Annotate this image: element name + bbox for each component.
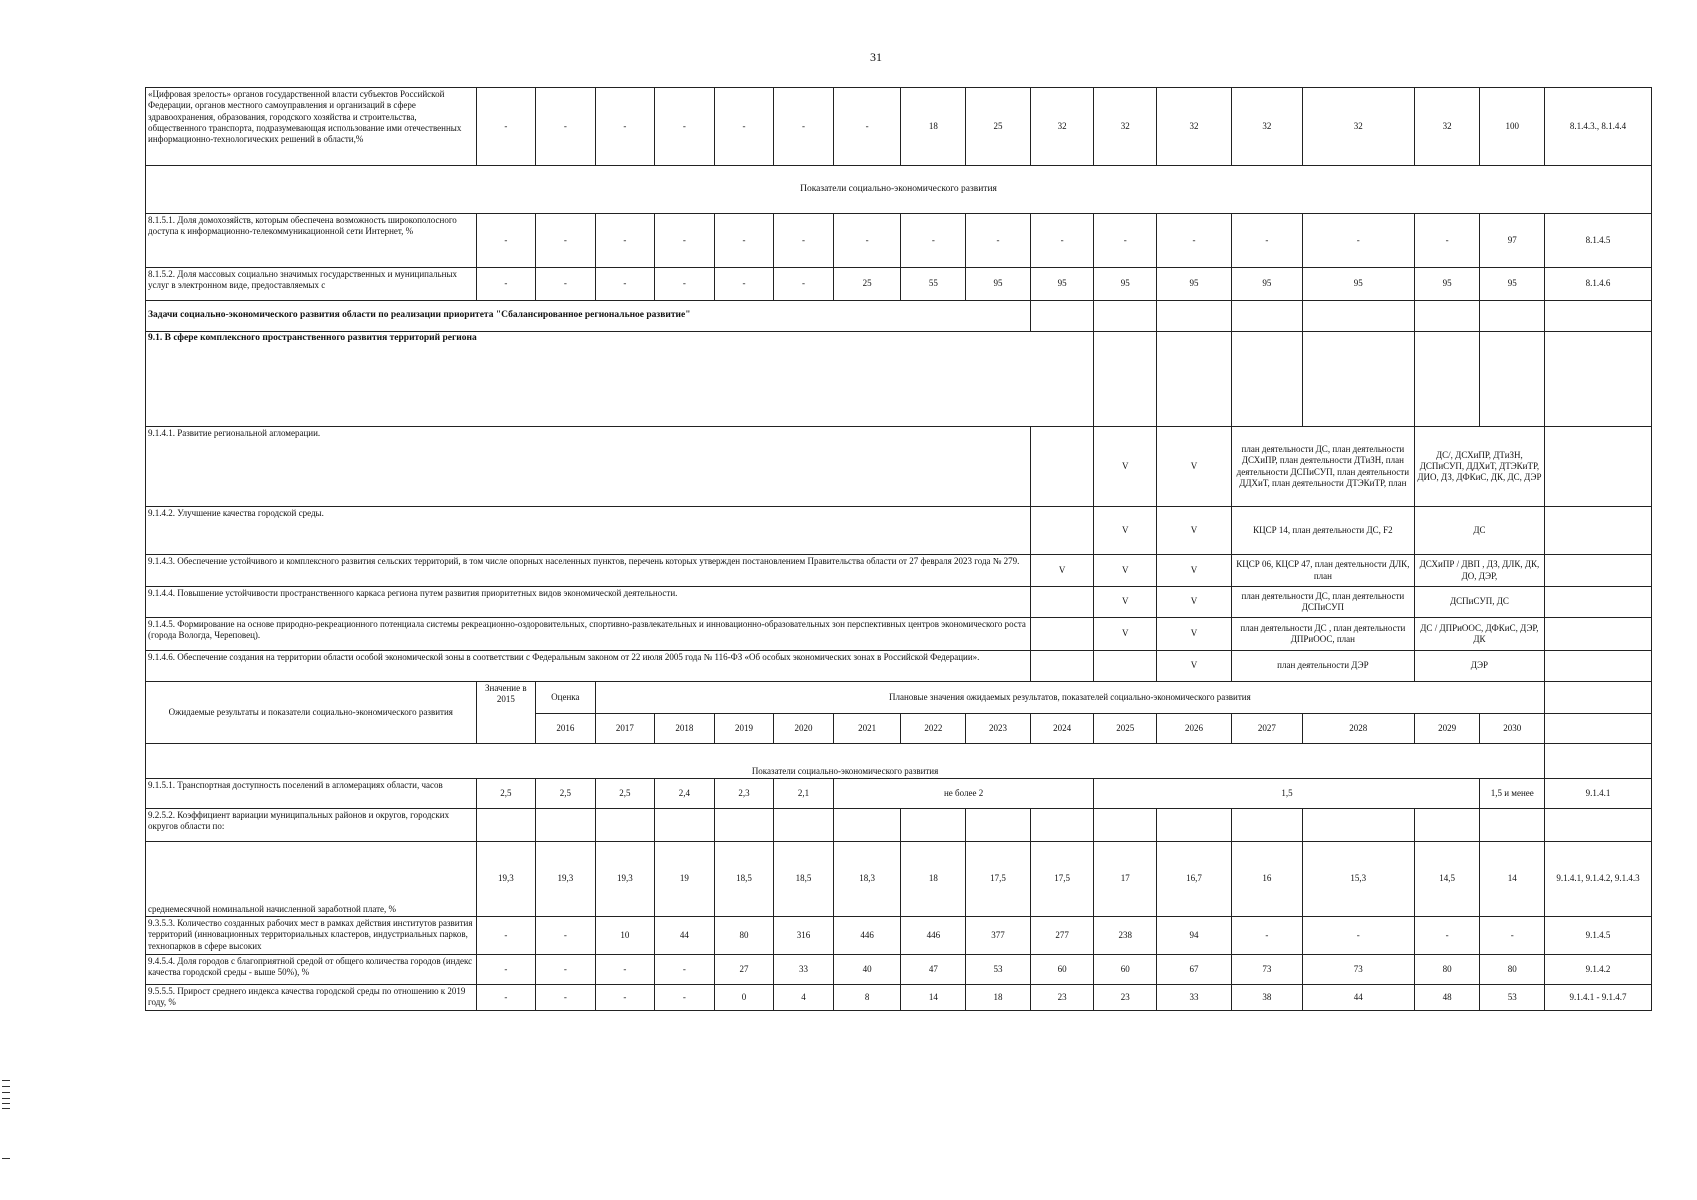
table-row <box>146 917 1652 955</box>
header-year: 2018 <box>655 714 715 744</box>
cell-value: - <box>1302 214 1414 268</box>
cell-ref: 8.1.4.6 <box>1545 268 1652 301</box>
section-row <box>146 744 1652 779</box>
cell-value: - <box>476 268 536 301</box>
cell-value: - <box>1157 214 1232 268</box>
cell-value: 32 <box>1157 88 1232 166</box>
cell-value: 15,3 <box>1302 842 1414 917</box>
header-planned: Плановые значения ожидаемых результатов, показателей социально-экономического развития <box>595 682 1544 714</box>
cell-value: 377 <box>966 917 1031 955</box>
cell-value: 316 <box>774 917 834 955</box>
table-row <box>146 507 1652 555</box>
indicators-table <box>145 87 1652 1011</box>
header-year: 2024 <box>1030 714 1094 744</box>
cell-value: 48 <box>1414 985 1480 1011</box>
cell-value: 44 <box>655 917 715 955</box>
cell-value: 32 <box>1232 88 1303 166</box>
cell-value: - <box>536 88 596 166</box>
table-row <box>146 809 1652 842</box>
header-year: 2030 <box>1480 714 1545 744</box>
cell-value: 2,1 <box>774 779 834 809</box>
cell-value: - <box>1414 214 1480 268</box>
cell-value: 277 <box>1030 917 1094 955</box>
cell-value: 4 <box>774 985 834 1011</box>
cell-ref: 8.1.4.5 <box>1545 214 1652 268</box>
cell-value: 97 <box>1480 214 1545 268</box>
cell-value: - <box>655 214 715 268</box>
header-estimate: Оценка <box>536 682 596 714</box>
cell-value: 32 <box>1030 88 1094 166</box>
cell-value: - <box>1232 917 1303 955</box>
row-label: «Цифровая зрелость» органов государственной власти субъектов Российской Федерации, органов местного самоуправления и организаций в сфере здравоохранения, образования, городского хозяйства и строительства, общественного транспорта, подразумевающая использование ими отечественных информационно-технологических решений в области,% <box>146 88 477 166</box>
row-label: 9.1.5.1. Транспортная доступность поселений в агломерациях области, часов <box>146 779 477 809</box>
task-mark <box>1030 618 1094 651</box>
cell-value: 446 <box>901 917 966 955</box>
task-mark <box>1094 651 1157 682</box>
cell-value: - <box>714 88 774 166</box>
task-plan: КЦСР 14, план деятельности ДС, F2 <box>1232 507 1415 555</box>
header-year: 2019 <box>714 714 774 744</box>
page-number: 31 <box>870 50 882 64</box>
cell-value: - <box>595 955 655 985</box>
cell-value: 8 <box>833 985 901 1011</box>
task-mark: V <box>1157 587 1232 618</box>
cell-value: 80 <box>1480 955 1545 985</box>
cell-value: 2,3 <box>714 779 774 809</box>
empty-cell <box>1545 587 1652 618</box>
task-plan: план деятельности ДС, план деятельности ДСХиПР, план деятельности ДТиЗН, план деятельности ДСПиСУП, план деятельности ДДХиТ, план деятельности ДТЭКиТР, план <box>1232 427 1415 507</box>
cell-value: 18 <box>901 842 966 917</box>
task-executors: ДСХиПР / ДВП , ДЗ, ДЛК, ДК, ДО, ДЭР, <box>1414 555 1544 587</box>
cell-value: 95 <box>1157 268 1232 301</box>
task-mark: V <box>1157 555 1232 587</box>
cell-value: 94 <box>1157 917 1232 955</box>
table-row <box>146 651 1652 682</box>
cell-value: 14 <box>901 985 966 1011</box>
cell-value: - <box>655 985 715 1011</box>
header-year: 2023 <box>966 714 1031 744</box>
cell-value: 2,5 <box>595 779 655 809</box>
row-label: среднемесячной номинальной начисленной заработной плате, % <box>146 842 477 917</box>
cell-value: - <box>536 917 596 955</box>
task-plan: КЦСР 06, КЦСР 47, план деятельности ДЛК, план <box>1232 555 1415 587</box>
cell-value: - <box>595 985 655 1011</box>
cell-value: 19,3 <box>476 842 536 917</box>
cell-ref: 9.1.4.2 <box>1545 955 1652 985</box>
task-mark: V <box>1157 427 1232 507</box>
cell-value: 95 <box>1414 268 1480 301</box>
row-label: 9.2.5.2. Коэффициент вариации муниципальных районов и округов, городских округов области по: <box>146 809 477 842</box>
task-plan: план деятельности ДС , план деятельности ДПРиООС, план <box>1232 618 1415 651</box>
cell-value: - <box>1094 214 1157 268</box>
cell-value: - <box>595 214 655 268</box>
task-mark: V <box>1157 507 1232 555</box>
cell-value: 27 <box>714 955 774 985</box>
table-row <box>146 555 1652 587</box>
cell-value: 33 <box>774 955 834 985</box>
cell-value: - <box>655 268 715 301</box>
header-year: 2029 <box>1414 714 1480 744</box>
cell-value: 44 <box>1302 985 1414 1011</box>
cell-value: 23 <box>1030 985 1094 1011</box>
row-label: 9.5.5.5. Прирост среднего индекса качества городской среды по отношению к 2019 году, % <box>146 985 477 1011</box>
cell-value: - <box>476 214 536 268</box>
cell-value: - <box>774 214 834 268</box>
empty-cell <box>1545 618 1652 651</box>
header-indicator: Ожидаемые результаты и показатели социально-экономического развития <box>146 682 477 744</box>
cell-value: 40 <box>833 955 901 985</box>
cell-value: 446 <box>833 917 901 955</box>
task-mark: V <box>1094 507 1157 555</box>
cell-value: - <box>536 214 596 268</box>
header-year: 2022 <box>901 714 966 744</box>
cell-value: - <box>476 88 536 166</box>
header-year: 2021 <box>833 714 901 744</box>
cell-value: 1,5 <box>1094 779 1480 809</box>
cell-ref: 9.1.4.1 <box>1545 779 1652 809</box>
cell-value: 10 <box>595 917 655 955</box>
cell-value: - <box>1302 917 1414 955</box>
cell-value: 95 <box>1030 268 1094 301</box>
task-plan: план деятельности ДЭР <box>1232 651 1415 682</box>
section-row <box>146 166 1652 214</box>
empty-cell <box>1545 427 1652 507</box>
row-label: 9.4.5.4. Доля городов с благоприятной средой от общего количества городов (индекс качества городской среды - выше 50%), % <box>146 955 477 985</box>
empty-cell <box>1545 651 1652 682</box>
cell-value: 18,3 <box>833 842 901 917</box>
row-label: 8.1.5.2. Доля массовых социально значимых государственных и муниципальных услуг в электронном виде, предоставляемых с <box>146 268 477 301</box>
section-title: Показатели социально-экономического развития <box>146 166 1652 214</box>
table-row <box>146 427 1652 507</box>
table-row <box>146 268 1652 301</box>
cell-ref: 9.1.4.1 - 9.1.4.7 <box>1545 985 1652 1011</box>
cell-value: 32 <box>1302 88 1414 166</box>
cell-value: 17 <box>1094 842 1157 917</box>
cell-value: 95 <box>1094 268 1157 301</box>
cell-value: - <box>714 268 774 301</box>
cell-value: 19 <box>655 842 715 917</box>
task-mark: V <box>1157 651 1232 682</box>
table-row <box>146 955 1652 985</box>
cell-value: - <box>536 268 596 301</box>
cell-value: 73 <box>1232 955 1303 985</box>
cell-value: 25 <box>833 268 901 301</box>
cell-value: 25 <box>966 88 1031 166</box>
cell-ref: 8.1.4.3., 8.1.4.4 <box>1545 88 1652 166</box>
table-row <box>146 88 1652 166</box>
cell-value: 80 <box>714 917 774 955</box>
cell-value: 18 <box>966 985 1031 1011</box>
cell-value: 1,5 и менее <box>1480 779 1545 809</box>
cell-value: 17,5 <box>966 842 1031 917</box>
table-row <box>146 779 1652 809</box>
cell-value: 95 <box>966 268 1031 301</box>
task-executors: ДСПиСУП, ДС <box>1414 587 1544 618</box>
cell-value: 14 <box>1480 842 1545 917</box>
cell-value: 32 <box>1094 88 1157 166</box>
cell-value: 33 <box>1157 985 1232 1011</box>
cell-value: не более 2 <box>833 779 1094 809</box>
task-label: 9.1.4.4. Повышение устойчивости пространственного каркаса региона путем развития приоритетных видов экономической деятельности. <box>146 587 1031 618</box>
scan-margin-marks <box>0 1080 12 1200</box>
task-mark <box>1030 507 1094 555</box>
cell-value: 0 <box>714 985 774 1011</box>
cell-value: - <box>774 88 834 166</box>
cell-ref: 9.1.4.1, 9.1.4.2, 9.1.4.3 <box>1545 842 1652 917</box>
cell-value: 67 <box>1157 955 1232 985</box>
cell-value: 95 <box>1302 268 1414 301</box>
cell-value: - <box>1480 917 1545 955</box>
task-mark <box>1030 427 1094 507</box>
cell-value: 53 <box>966 955 1031 985</box>
task-mark: V <box>1094 587 1157 618</box>
row-label: 9.3.5.3. Количество созданных рабочих мест в рамках действия институтов развития территорий (инновационных территориальных кластеров, индустриальных парков, технопарков в сфере высоких <box>146 917 477 955</box>
section-title: Задачи социально-экономического развития области по реализации приоритета "Сбалансированное региональное развитие" <box>146 301 1031 332</box>
task-label: 9.1.4.1. Развитие региональной агломерации. <box>146 427 1031 507</box>
task-label: 9.1.4.5. Формирование на основе природно-рекреационного потенциала системы рекреационно-оздоровительных, спортивно-развлекательных и инновационно-образовательных зон перспективных центров экономического роста (города Вологда, Череповец). <box>146 618 1031 651</box>
cell-value: 18,5 <box>774 842 834 917</box>
cell-value: 73 <box>1302 955 1414 985</box>
cell-value: 238 <box>1094 917 1157 955</box>
cell-value: 17,5 <box>1030 842 1094 917</box>
cell-value: - <box>1030 214 1094 268</box>
cell-value: 2,5 <box>536 779 596 809</box>
header-year: 2028 <box>1302 714 1414 744</box>
task-mark: V <box>1094 555 1157 587</box>
cell-value: - <box>476 917 536 955</box>
task-mark: V <box>1030 555 1094 587</box>
task-executors: ДС / ДПРиООС, ДФКиС, ДЭР, ДК <box>1414 618 1544 651</box>
cell-value: 80 <box>1414 955 1480 985</box>
empty-cell <box>1545 507 1652 555</box>
row-label: 8.1.5.1. Доля домохозяйств, которым обеспечена возможность широкополосного доступа к информационно-телекоммуникационной сети Интернет, % <box>146 214 477 268</box>
cell-value: 60 <box>1030 955 1094 985</box>
cell-value: 95 <box>1480 268 1545 301</box>
cell-value: 19,3 <box>536 842 596 917</box>
cell-value: 2,5 <box>476 779 536 809</box>
task-mark: V <box>1094 427 1157 507</box>
table-row <box>146 842 1652 917</box>
header-year: 2025 <box>1094 714 1157 744</box>
cell-value: - <box>1414 917 1480 955</box>
cell-value: - <box>476 955 536 985</box>
empty-cell <box>1545 555 1652 587</box>
header-year: 2017 <box>595 714 655 744</box>
header-value-2015: Значение в 2015 <box>476 682 536 744</box>
cell-value: 60 <box>1094 955 1157 985</box>
task-label: 9.1.4.2. Улучшение качества городской среды. <box>146 507 1031 555</box>
task-executors: ДС <box>1414 507 1544 555</box>
table-row <box>146 587 1652 618</box>
table-row <box>146 985 1652 1011</box>
cell-value: 18,5 <box>714 842 774 917</box>
cell-value: - <box>655 88 715 166</box>
cell-value: 32 <box>1414 88 1480 166</box>
document-table-sheet <box>145 87 1652 1079</box>
section-title: 9.1. В сфере комплексного пространственного развития территорий региона <box>146 332 1094 427</box>
cell-value: - <box>1232 214 1303 268</box>
cell-value: 16 <box>1232 842 1303 917</box>
cell-value: 19,3 <box>595 842 655 917</box>
task-mark <box>1030 651 1094 682</box>
header-year: 2016 <box>536 714 596 744</box>
cell-value: 100 <box>1480 88 1545 166</box>
cell-value: 55 <box>901 268 966 301</box>
cell-value: 2,4 <box>655 779 715 809</box>
task-executors: ДЭР <box>1414 651 1544 682</box>
cell-value: 38 <box>1232 985 1303 1011</box>
task-mark: V <box>1094 618 1157 651</box>
header-year: 2020 <box>774 714 834 744</box>
cell-value: - <box>536 985 596 1011</box>
empty-cell <box>1545 714 1652 744</box>
cell-value: - <box>595 88 655 166</box>
task-plan: план деятельности ДС, план деятельности ДСПиСУП <box>1232 587 1415 618</box>
cell-value: - <box>966 214 1031 268</box>
cell-value: - <box>536 955 596 985</box>
section-row <box>146 332 1652 427</box>
task-mark: V <box>1157 618 1232 651</box>
table-header-row <box>146 682 1652 714</box>
cell-value: 14,5 <box>1414 842 1480 917</box>
cell-value: 47 <box>901 955 966 985</box>
cell-value: - <box>774 268 834 301</box>
header-year: 2027 <box>1232 714 1303 744</box>
cell-value: - <box>655 955 715 985</box>
cell-value: - <box>595 268 655 301</box>
cell-value: 95 <box>1232 268 1303 301</box>
table-row <box>146 214 1652 268</box>
task-label: 9.1.4.6. Обеспечение создания на территории области особой экономической зоны в соответствии с Федеральным законом от 22 июля 2005 года № 116-ФЗ «Об особых экономических зонах в Российской Федерации». <box>146 651 1031 682</box>
cell-value: 18 <box>901 88 966 166</box>
cell-value: 53 <box>1480 985 1545 1011</box>
section-row <box>146 301 1652 332</box>
cell-value: - <box>833 88 901 166</box>
section-title: Показатели социально-экономического развития <box>146 744 1545 779</box>
cell-value: 23 <box>1094 985 1157 1011</box>
cell-value: - <box>901 214 966 268</box>
task-executors: ДС/, ДСХиПР, ДТиЗН, ДСПиСУП, ДДХиТ, ДТЭКиТР, ДИО, ДЗ, ДФКиС, ДК, ДС, ДЭР <box>1414 427 1544 507</box>
cell-ref: 9.1.4.5 <box>1545 917 1652 955</box>
task-label: 9.1.4.3. Обеспечение устойчивого и комплексного развития сельских территорий, в том числе опорных населенных пунктов, перечень которых утвержден постановлением Правительства области от 27 февраля 2023 года № 279. <box>146 555 1031 587</box>
cell-value: - <box>476 985 536 1011</box>
table-row <box>146 618 1652 651</box>
cell-value: - <box>714 214 774 268</box>
header-year: 2026 <box>1157 714 1232 744</box>
cell-value: 16,7 <box>1157 842 1232 917</box>
cell-value: - <box>833 214 901 268</box>
task-mark <box>1030 587 1094 618</box>
